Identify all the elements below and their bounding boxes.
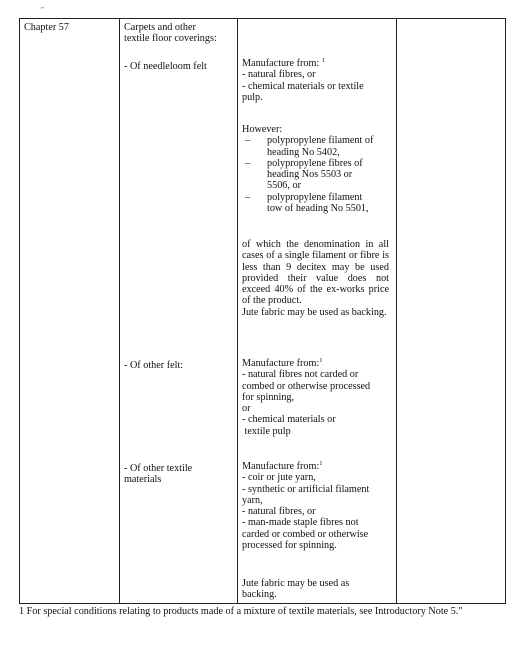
rule-line: - natural fibres, or [242, 69, 316, 81]
column-divider [237, 19, 238, 603]
rule-line: yarn, [242, 494, 263, 506]
heading-cell [24, 22, 69, 33]
jute-backing-note [242, 578, 349, 601]
rule-line: Manufacture from: $^1$ [242, 57, 326, 69]
dash-line: 5506, or [267, 180, 301, 192]
rule-other-textile [242, 461, 369, 551]
rule-line: - man-made staple fibres not [242, 517, 359, 529]
dash-item [242, 135, 373, 158]
rule-line: for spinning, [242, 391, 295, 403]
dash-bullet: – [245, 135, 251, 147]
rule-line: Manufacture from:$^1$ [242, 357, 323, 369]
footnote-ref: 1 [319, 460, 323, 467]
product-label: - Of other textile [124, 463, 193, 474]
dash-line: polypropylene filament [267, 191, 363, 203]
description-line: textile floor coverings: [124, 33, 217, 45]
product-label: materials [124, 474, 162, 486]
rule-line: pulp. [242, 91, 263, 103]
dash-line: polypropylene filament of [267, 135, 374, 147]
however-block [242, 124, 373, 214]
rule-line: - natural fibres, or [242, 506, 316, 518]
dash-line: heading Nos 5503 or [267, 169, 353, 181]
heading-description [124, 22, 217, 45]
product-other-textile [124, 463, 192, 486]
product-label: - Of other felt: [124, 360, 184, 371]
chapter-label: Chapter 57 [24, 22, 69, 33]
rule-line: - chemical materials or [242, 414, 336, 426]
dash-item [242, 192, 373, 215]
rule-line: - coir or jute yarn, [242, 472, 316, 484]
rule-line: - chemical materials or textile [242, 80, 364, 92]
dash-line: tow of heading No 5501, [267, 203, 369, 215]
product-needleloom-felt [124, 61, 207, 72]
dash-bullet: – [245, 191, 251, 203]
product-other-felt [124, 360, 183, 371]
product-label: - Of needleloom felt [124, 61, 207, 72]
footnote-ref: 1 [319, 357, 323, 364]
dash-item [242, 158, 373, 192]
dash-line: heading No 5402, [267, 146, 340, 158]
footnote: 1 For special conditions relating to products made of a mixture of textile materials, see Introductory Note 5." [19, 606, 463, 617]
rule-line: carded or combed or otherwise [242, 528, 369, 540]
however-label: However: [242, 124, 283, 135]
rules-table [19, 18, 506, 604]
denomination-text: of which the denomination in all cases of a single filament or fibre is less than 9 decitex may be used provided their value does not exceed 40% of the ex-works price of the product. [242, 239, 389, 307]
column-divider [119, 19, 120, 603]
rule-line: processed for spinning. [242, 540, 337, 552]
rule-line: backing. [242, 589, 277, 601]
rule-other-felt [242, 358, 370, 437]
denomination-block [242, 239, 389, 318]
dash-bullet: – [245, 157, 251, 169]
rule-line: textile pulp [242, 425, 291, 437]
rule-line: Manufacture from:$^1$ [242, 460, 323, 472]
rule-line: combed or otherwise processed [242, 380, 371, 392]
dash-line: polypropylene fibres of [267, 157, 363, 169]
rule-needleloom-felt [242, 58, 364, 103]
rule-line: - natural fibres not carded or [242, 369, 359, 381]
footnote-ref: 1 [321, 57, 326, 64]
column-divider [396, 19, 397, 603]
rule-line: Jute fabric may be used as [242, 578, 350, 589]
description-line: Carpets and other [124, 22, 196, 33]
jute-note: Jute fabric may be used as backing. [242, 306, 387, 318]
page-mark: " [41, 6, 44, 14]
rule-line: - synthetic or artificial filament [242, 483, 370, 495]
rule-line: or [242, 403, 251, 415]
